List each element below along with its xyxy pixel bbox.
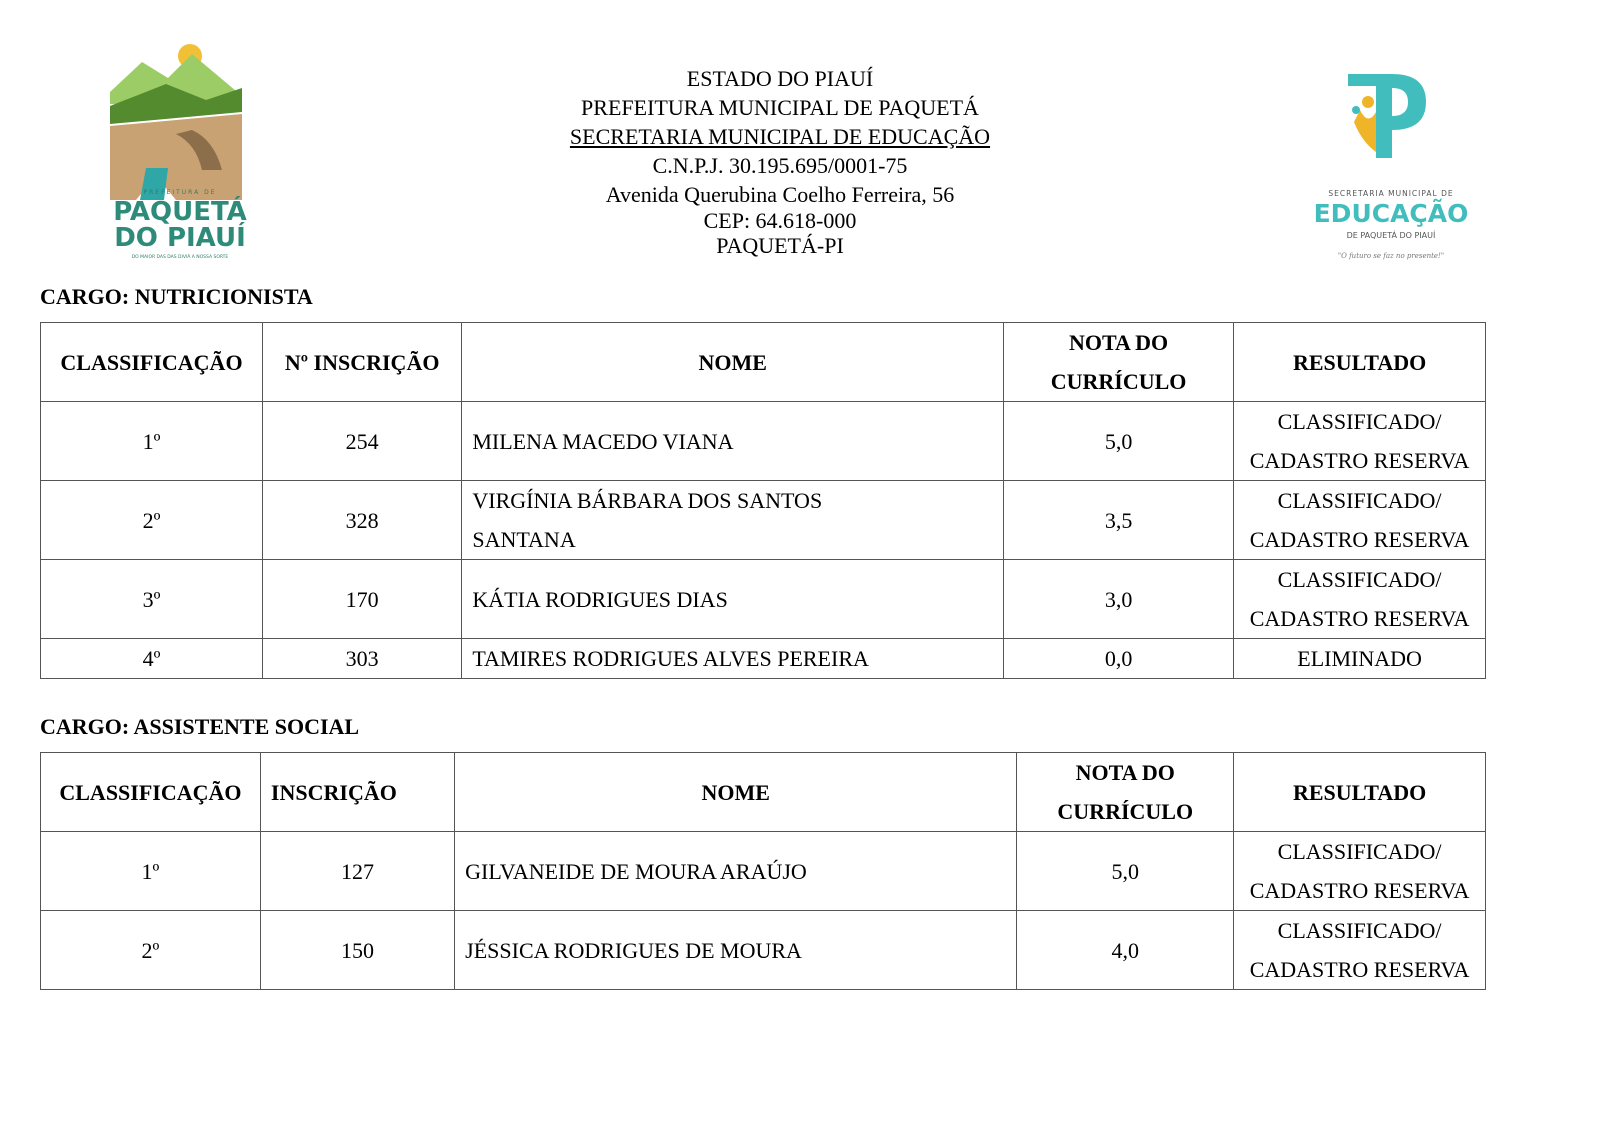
table-row — [41, 402, 1486, 481]
logo-left-line2: DO PIAUÍ — [114, 223, 246, 253]
col-header-classificacao: CLASSIFICAÇÃO — [41, 753, 261, 832]
cargo-title-assistente-social: CARGO: ASSISTENTE SOCIAL — [40, 714, 360, 739]
cell-classificacao: 4º — [41, 639, 263, 679]
header-cnpj: C.N.P.J. 30.195.695/0001-75 — [652, 153, 908, 178]
cell-classificacao: 2º — [41, 481, 263, 560]
cell-inscricao: 170 — [262, 560, 461, 639]
cell-nota: 5,0 — [1017, 832, 1234, 911]
results-table-assistente-social — [40, 752, 1486, 990]
cell-nome: MILENA MACEDO VIANA — [462, 402, 1004, 481]
header-address: Avenida Querubina Coelho Ferreira, 56 — [605, 182, 955, 207]
col-header-nota: NOTA DO CURRÍCULO — [1003, 323, 1233, 402]
logo-right-top-text: SECRETARIA MUNICIPAL DE — [1328, 189, 1454, 198]
logo-right-main: EDUCAÇÃO — [1313, 199, 1469, 228]
cell-nota: 3,0 — [1003, 560, 1233, 639]
cargo-title-nutricionista: CARGO: NUTRICIONISTA — [40, 284, 313, 309]
col-header-inscricao: Nº INSCRIÇÃO — [262, 323, 461, 402]
cell-nota: 3,5 — [1003, 481, 1233, 560]
header-secretaria: SECRETARIA MUNICIPAL DE EDUCAÇÃO — [569, 124, 991, 149]
col-header-nome: NOME — [462, 323, 1004, 402]
header-cep: CEP: 64.618-000 — [703, 208, 857, 233]
logo-right-sub: DE PAQUETÁ DO PIAUÍ — [1346, 231, 1436, 240]
logo-left-line1: PAQUETÁ — [113, 197, 247, 227]
header-city: PAQUETÁ-PI — [716, 233, 844, 258]
col-header-inscricao: INSCRIÇÃO — [260, 753, 454, 832]
table-row — [41, 481, 1486, 560]
col-header-nota: NOTA DO CURRÍCULO — [1017, 753, 1234, 832]
prefeitura-paqueta-logo — [106, 44, 254, 266]
logo-left-tagline: DO MAIOR DAS DAS DIVIÃ A NOSSA SORTE — [131, 255, 229, 260]
col-header-classificacao: CLASSIFICAÇÃO — [41, 323, 263, 402]
secretaria-educacao-logo — [1306, 66, 1476, 272]
cell-nota: 0,0 — [1003, 639, 1233, 679]
cell-nome: TAMIRES RODRIGUES ALVES PEREIRA — [462, 639, 1004, 679]
cell-nome: KÁTIA RODRIGUES DIAS — [462, 560, 1004, 639]
header-state: ESTADO DO PIAUÍ — [686, 66, 874, 91]
header-prefeitura: PREFEITURA MUNICIPAL DE PAQUETÁ — [581, 95, 979, 120]
cell-classificacao: 3º — [41, 560, 263, 639]
cell-inscricao: 254 — [262, 402, 461, 481]
cell-resultado: CLASSIFICADO/ CADASTRO RESERVA — [1234, 481, 1486, 560]
logo-left-top-text: PREFEITURA DE — [143, 189, 217, 196]
cell-classificacao: 1º — [41, 832, 261, 911]
col-header-resultado: RESULTADO — [1234, 323, 1486, 402]
cell-nome: GILVANEIDE DE MOURA ARAÚJO — [455, 832, 1017, 911]
col-header-nome: NOME — [455, 753, 1017, 832]
cell-nome: JÉSSICA RODRIGUES DE MOURA — [455, 911, 1017, 990]
cell-inscricao: 127 — [260, 832, 454, 911]
cell-resultado: ELIMINADO — [1234, 639, 1486, 679]
table-row — [41, 832, 1486, 911]
results-table-nutricionista — [40, 322, 1486, 679]
cell-inscricao: 150 — [260, 911, 454, 990]
cell-resultado: CLASSIFICADO/ CADASTRO RESERVA — [1234, 560, 1486, 639]
cell-resultado: CLASSIFICADO/ CADASTRO RESERVA — [1234, 402, 1486, 481]
cell-nota: 4,0 — [1017, 911, 1234, 990]
cell-classificacao: 2º — [41, 911, 261, 990]
cell-nome: VIRGÍNIA BÁRBARA DOS SANTOS SANTANA — [462, 481, 1004, 560]
cell-resultado: CLASSIFICADO/ CADASTRO RESERVA — [1234, 832, 1486, 911]
cell-classificacao: 1º — [41, 402, 263, 481]
cell-resultado: CLASSIFICADO/ CADASTRO RESERVA — [1234, 911, 1486, 990]
table-row — [41, 639, 1486, 679]
cell-nota: 5,0 — [1003, 402, 1233, 481]
table-row — [41, 560, 1486, 639]
cell-inscricao: 303 — [262, 639, 461, 679]
cell-inscricao: 328 — [262, 481, 461, 560]
col-header-resultado: RESULTADO — [1234, 753, 1486, 832]
table-row — [41, 911, 1486, 990]
logo-right-slogan: "O futuro se faz no presente!" — [1337, 252, 1445, 260]
document-header — [480, 64, 1080, 259]
